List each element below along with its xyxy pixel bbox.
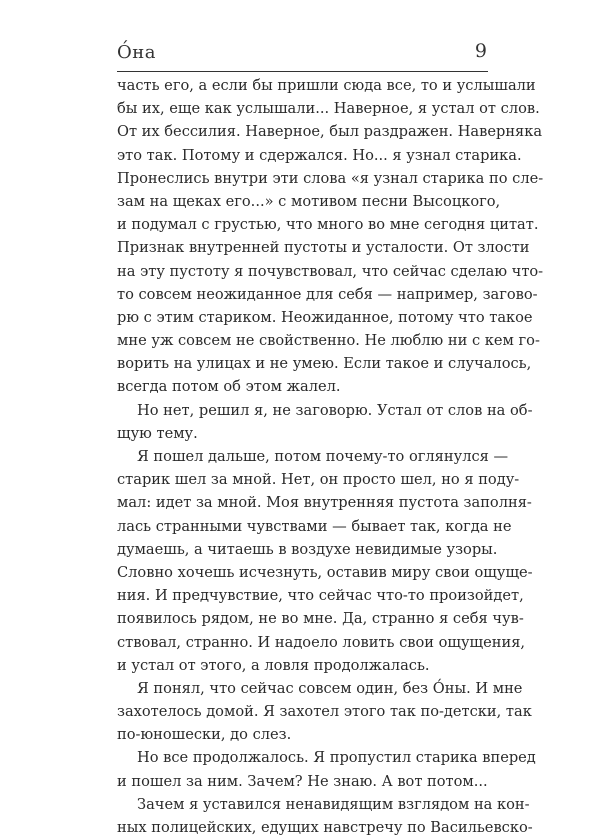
paragraph: [117, 74, 544, 399]
text-line: и устал от этого, а ловля продолжалась.: [117, 656, 430, 674]
running-head: [117, 40, 487, 66]
text-line: это так. Потому и сдержался. Но... я узнал старика.: [117, 146, 522, 164]
paragraph: [117, 746, 536, 792]
paragraph: [117, 445, 533, 677]
text-line: и пошел за ним. Зачем? Не знаю. А вот потом...: [117, 772, 488, 790]
header-rule: [117, 71, 488, 72]
text-line: часть его, а если бы пришли сюда все, то и услышали: [117, 77, 536, 94]
paragraph: [117, 399, 533, 445]
text-line: мне уж совсем не свойственно. Не люблю ни с кем го-: [117, 332, 540, 350]
paragraph: [117, 677, 532, 747]
text-line: захотелось домой. Я захотел этого так по-детски, так: [117, 703, 532, 721]
text-line: От их бессилия. Наверное, был раздражен. Наверняка: [117, 123, 543, 141]
text-line: зам на щеках его...» с мотивом песни Высоцкого,: [117, 192, 501, 210]
text-line: ния. И предчувствие, что сейчас что-то произойдет,: [117, 587, 524, 605]
text-line: по-юношески, до слез.: [117, 726, 292, 744]
text-line: ворить на улицах и не умею. Если такое и случалось,: [117, 355, 532, 373]
running-title: О́на: [117, 42, 156, 63]
text-line: всегда потом об этом жалел.: [117, 378, 341, 396]
text-line: рю с этим стариком. Неожиданное, потому что такое: [117, 308, 533, 326]
text-line: Я пошел дальше, потом почему-то оглянулся —: [137, 448, 509, 465]
body-text: [117, 74, 544, 839]
text-line: Пронеслись внутри эти слова «я узнал старика по сле-: [117, 169, 544, 187]
text-line: Я понял, что сейчас совсем один, без О́ны. И мне: [137, 679, 523, 697]
text-line: на эту пустоту я почувствовал, что сейчас сделаю что-: [117, 262, 544, 280]
text-line: бы их, еще как услышали... Наверное, я устал от слов.: [117, 100, 540, 118]
text-line: Но все продолжалось. Я пропустил старика вперед: [137, 749, 536, 767]
text-line: ствовал, странно. И надоело ловить свои ощущения,: [117, 633, 526, 651]
text-line: и подумал с грустью, что много во мне сегодня цитат.: [117, 216, 539, 234]
text-line: Словно хочешь исчезнуть, оставив миру свои ощуще-: [117, 563, 533, 581]
page-number: 9: [474, 40, 487, 62]
text-line: старик шел за мной. Нет, он просто шел, но я поду-: [117, 471, 520, 489]
text-line: щую тему.: [117, 424, 198, 442]
text-line: ных полицейских, едущих навстречу по Васильевско-: [117, 819, 533, 836]
text-line: Признак внутренней пустоты и усталости. От злости: [117, 239, 530, 257]
text-line: мал: идет за мной. Моя внутренняя пустота заполня-: [117, 494, 532, 512]
text-line: лась странными чувствами — бывает так, когда не: [117, 517, 512, 535]
text-line: появилось рядом, не во мне. Да, странно я себя чув-: [117, 610, 524, 628]
text-line: Но нет, решил я, не заговорю. Устал от слов на об-: [137, 401, 533, 419]
text-line: Зачем я уставился ненавидящим взглядом на кон-: [137, 795, 530, 813]
paragraph: [117, 793, 533, 839]
text-line: думаешь, а читаешь в воздухе невидимые узоры.: [117, 540, 498, 558]
text-line: то совсем неожиданное для себя — например, загово-: [117, 285, 538, 303]
